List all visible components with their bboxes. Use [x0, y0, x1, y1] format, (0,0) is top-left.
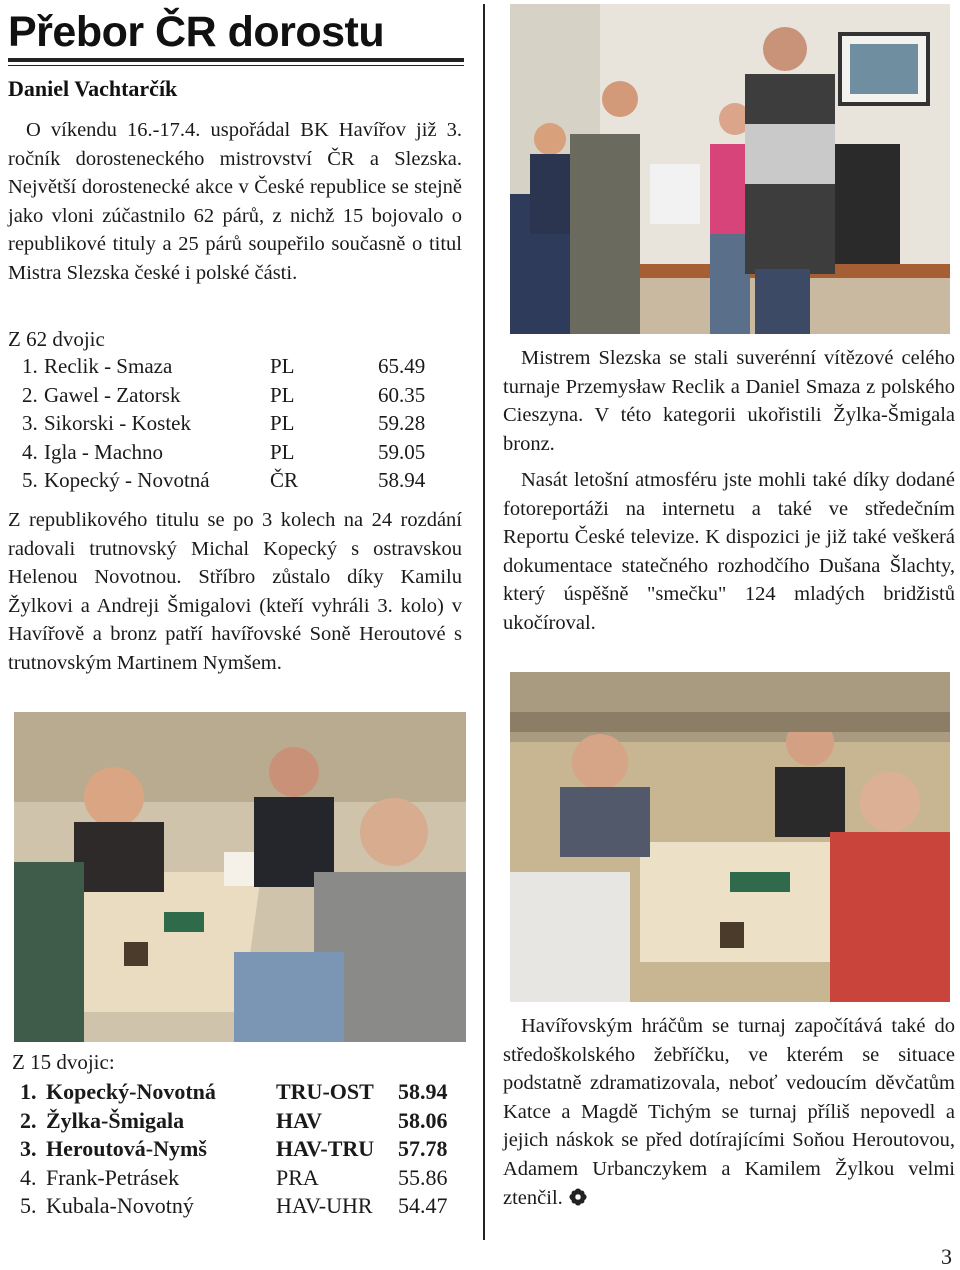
title-rule-thin [8, 65, 464, 66]
result-name: Kubala-Novotný [46, 1193, 194, 1218]
result-club: HAV-UHR [276, 1193, 373, 1218]
result-score: 57.78 [398, 1136, 448, 1161]
result-club: TRU-OST [276, 1079, 374, 1104]
result-club: PRA [276, 1164, 319, 1190]
result-score: 60.35 [378, 382, 426, 407]
ranking-text: Havířovským hráčům se turnaj započítává také do středoškolského žebříčku, ve kterém se situace podstatně zdramatizovala, neboť vedoucím děvčatům Katce a Magdě Tichým se turnaj příliš nepovedl a jejich náskok se před dotírajícími Soňou Heroutovou, Adamem Urbanczykem a Kamilem Žylkou velmi ztenčil. [503, 1015, 955, 1209]
silesia-paragraph [503, 344, 955, 458]
result-country: PL [270, 411, 295, 435]
result-score: 65.49 [378, 354, 426, 378]
result-rank: 4. [22, 439, 38, 464]
result-name: Žylka-Šmigala [46, 1107, 185, 1133]
flower-end-icon [569, 1188, 587, 1206]
award-ceremony-photo [510, 4, 950, 334]
result-country: PL [270, 382, 295, 407]
result-score: 58.94 [398, 1079, 448, 1104]
result-score: 59.28 [378, 411, 426, 435]
result-name: Gawel - Zatorsk [44, 382, 181, 407]
tournament-hall-photo-left [14, 712, 466, 1042]
result-score: 58.06 [398, 1107, 448, 1133]
result-rank: 4. [20, 1164, 37, 1190]
result-name: Heroutová-Nymš [46, 1136, 207, 1161]
result-country: PL [270, 439, 295, 464]
result-score: 58.94 [378, 468, 426, 492]
result-name: Kopecký - Novotná [44, 468, 210, 492]
result-rank: 1. [22, 354, 38, 378]
ranking-paragraph-body [503, 1012, 955, 1212]
media-paragraph [503, 466, 955, 638]
result-rank: 2. [20, 1107, 37, 1133]
result-rank: 5. [22, 468, 38, 492]
result-name: Igla - Machno [44, 439, 163, 464]
result-country: PL [270, 354, 295, 378]
result-score: 54.47 [398, 1193, 448, 1218]
result-rank: 1. [20, 1079, 37, 1104]
republic-paragraph [8, 506, 462, 678]
republic-text: Z republikového titulu se po 3 kolech na 24 rozdání radovali trutnovský Michal Kopecký s ostravskou Helenou Novotnou. Stříbro zůstalo díky Kamilu Žylkovi a Andreji Šmigalovi (kteří vyhráli 3. kolo) v Havířově a bronz patří havířovské Soně Heroutové s trutnovským Martinem Nymšem. [8, 509, 462, 674]
result-name: Sikorski - Kostek [44, 411, 191, 435]
page-number: 3 [941, 1244, 952, 1269]
result-name: Frank-Petrásek [46, 1164, 180, 1190]
intro-text: O víkendu 16.-17.4. uspořádal BK Havířov již 3. ročník dorosteneckého mistrovství ČR a Slezska. Největší dorostenecké akce v České republice se stejně jako vloni zúčastnilo 62 párů, z nichž 15 bojovalo o republikové tituly a 25 párů soupeřilo současně o titul Mistra Slezska české i polské části. [8, 119, 462, 284]
results-62-heading: Z 62 dvojic [8, 327, 105, 351]
result-country: ČR [270, 468, 299, 492]
title-rule [8, 58, 464, 62]
silesia-text: Mistrem Slezska se stali suverénní vítězové celého turnaje Przemysław Reclik a Daniel Smaza z polského Cieszyna. V této kategorii ukořistili Žylka-Šmigala bronz. [503, 347, 955, 455]
result-rank: 5. [20, 1193, 37, 1218]
result-club: HAV-TRU [276, 1136, 375, 1161]
media-text: Nasát letošní atmosféru jste mohli také díky dodané fotoreportáži na internetu a také ve středečním Reportu České televize. K dispozici je již také veškerá dokumentace statečného rozhodčího Dušana Šlachty, který úspěšně "smečku" 124 mladých bridžistů ukočíroval. [503, 469, 955, 634]
result-name: Reclik - Smaza [44, 354, 173, 378]
article-author: Daniel Vachtarčík [8, 76, 178, 101]
result-club: HAV [276, 1107, 323, 1133]
ranking-paragraph [503, 1012, 955, 1212]
result-name: Kopecký-Novotná [46, 1079, 216, 1104]
column-divider [483, 4, 485, 1240]
results-15-heading: Z 15 dvojic: [12, 1050, 115, 1074]
intro-paragraph [8, 116, 462, 288]
tournament-hall-photo-right [510, 672, 950, 1002]
article-title: Přebor ČR dorostu [8, 8, 385, 56]
result-score: 55.86 [398, 1164, 448, 1190]
result-rank: 2. [22, 382, 38, 407]
result-score: 59.05 [378, 439, 426, 464]
result-rank: 3. [20, 1136, 37, 1161]
result-rank: 3. [22, 411, 38, 435]
